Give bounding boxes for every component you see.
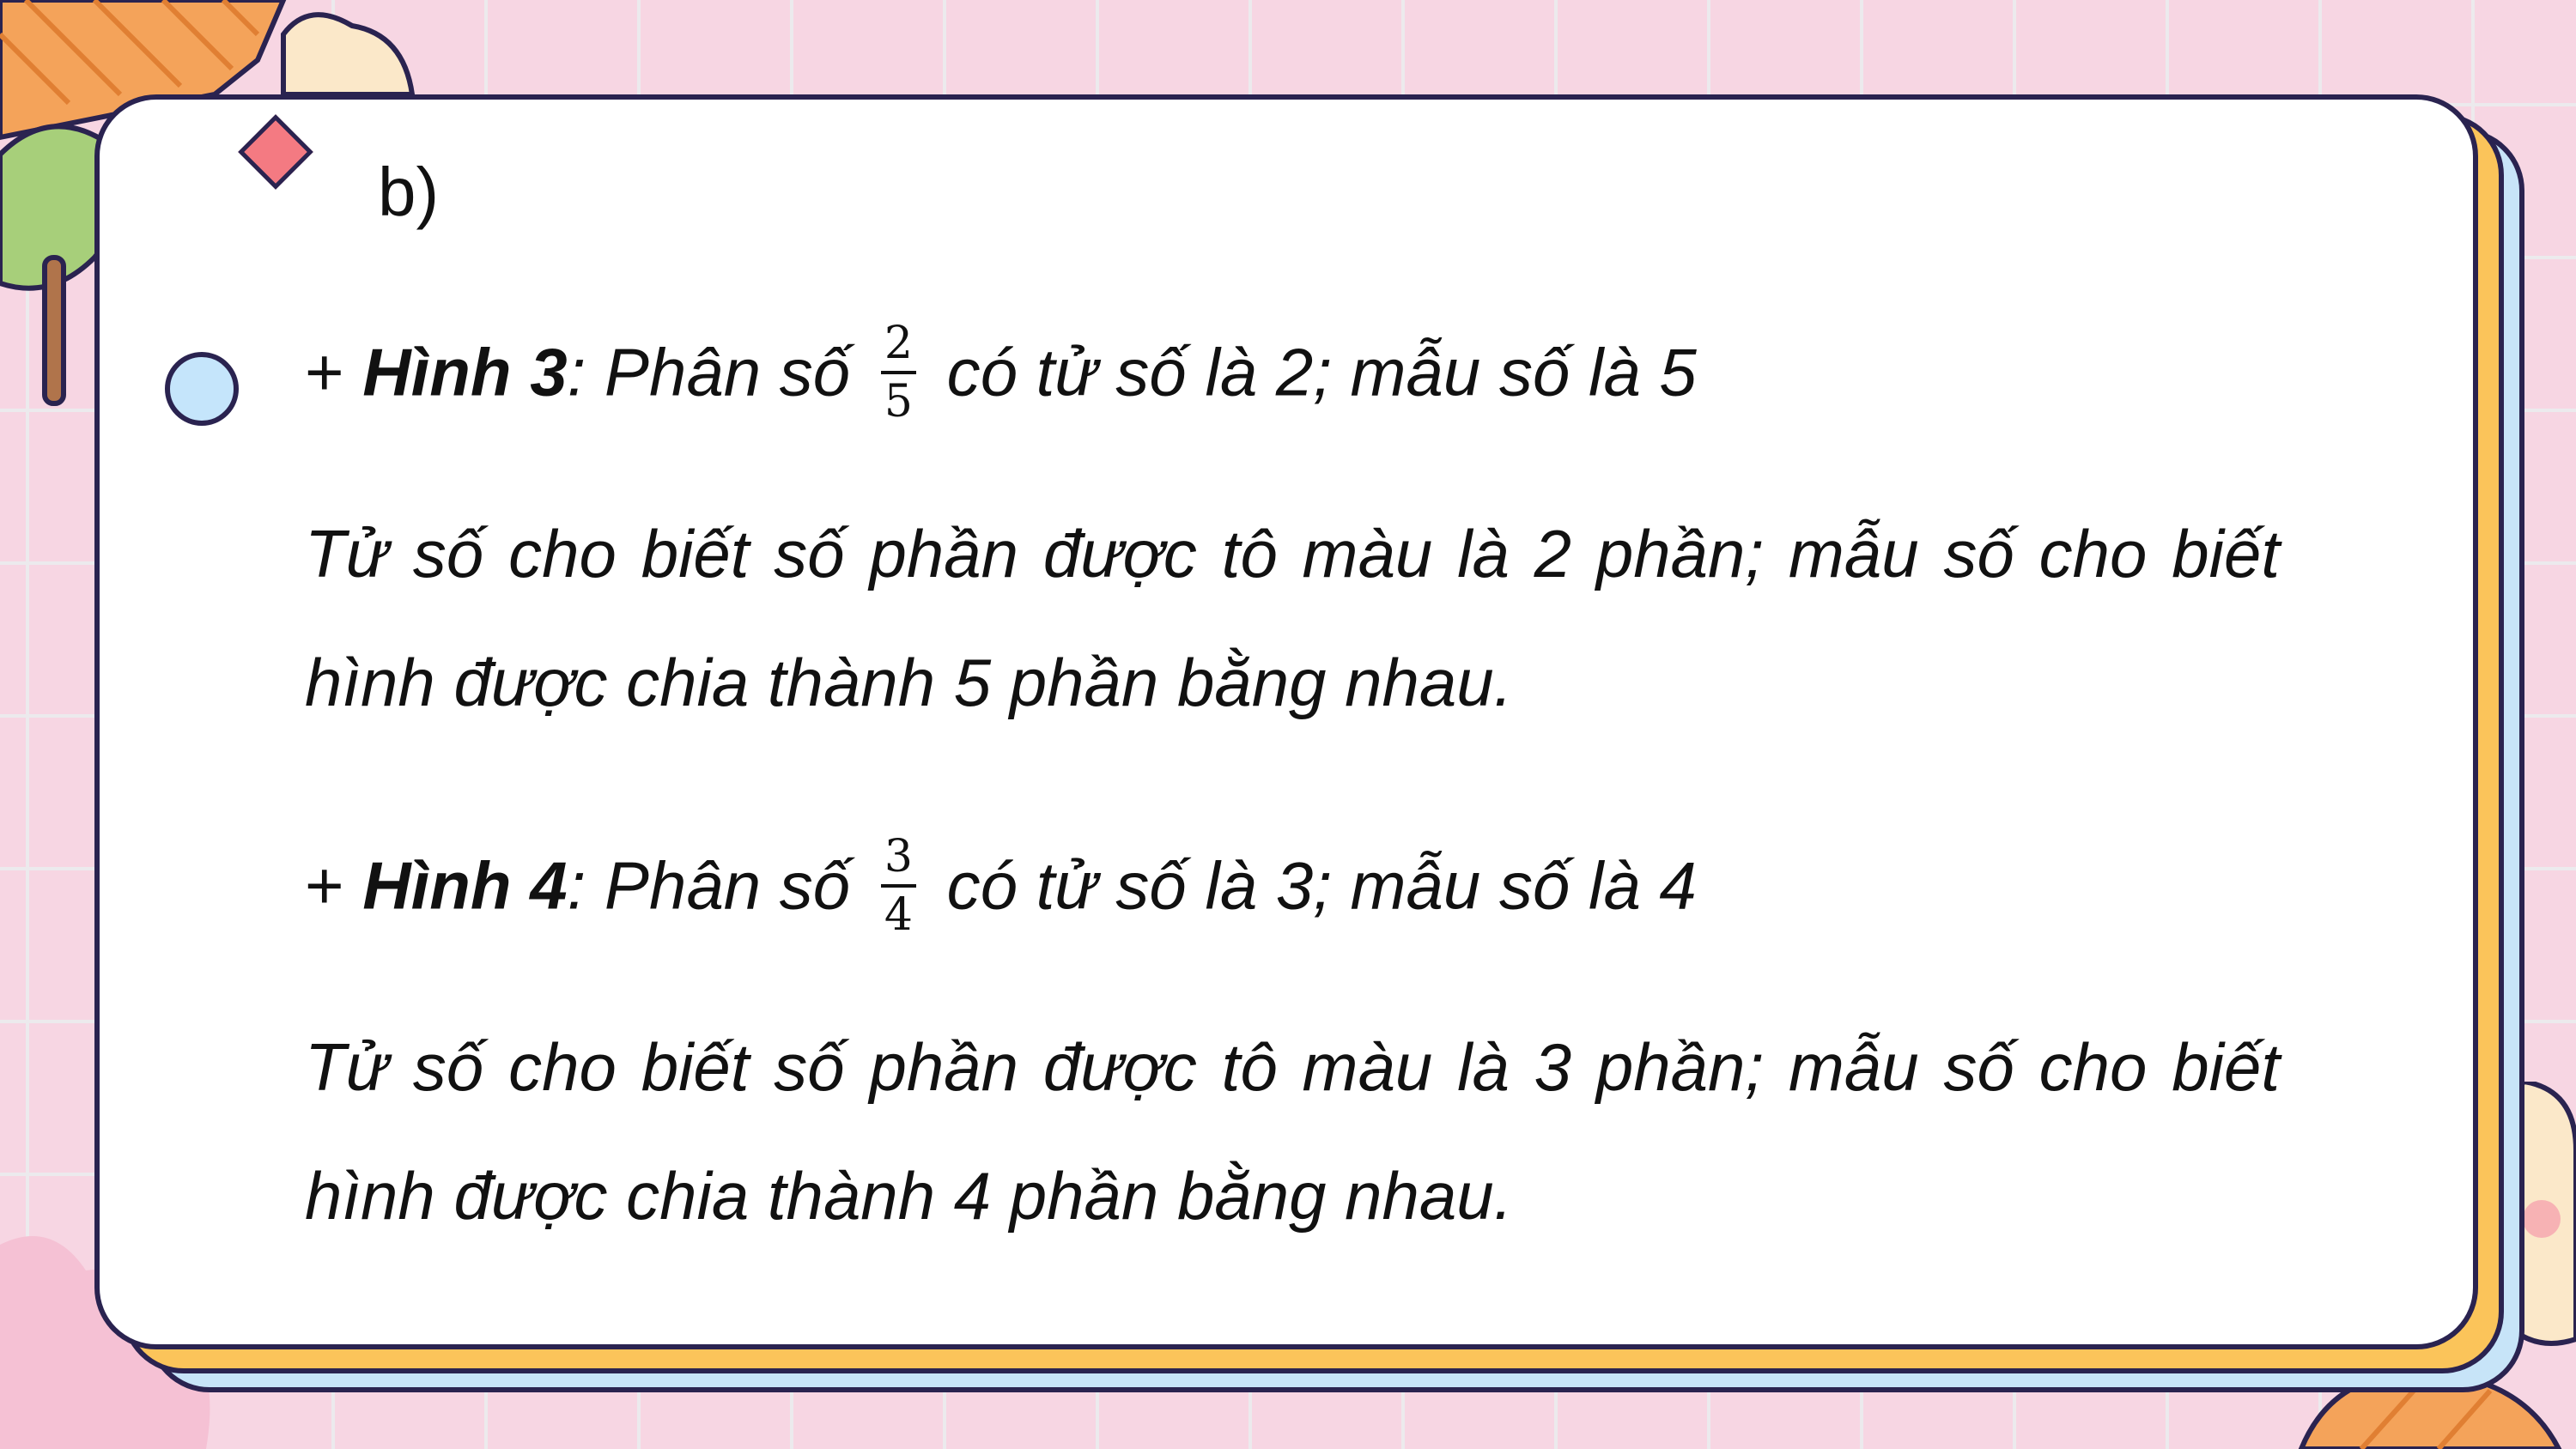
figure-3-name: Hình 3 — [362, 334, 568, 410]
figure-4-line — [305, 831, 1697, 943]
figure-3-explanation: Tử số cho biết số phần được tô màu là 2 phần; mẫu số cho biết hình được chia thành 5 phần bằng nhau. — [305, 516, 2280, 720]
figure-3-lead: : Phân số — [567, 334, 851, 410]
figure-4-lead: : Phân số — [567, 847, 851, 924]
section-label: b) — [378, 154, 440, 230]
figure-4-tail: có tử số là 3; mẫu số là 4 — [946, 847, 1697, 924]
fraction-denominator: 5 — [884, 376, 913, 427]
fraction-2-5 — [881, 318, 916, 427]
figure-3-line — [305, 318, 1697, 429]
figure-4-name: Hình 4 — [362, 847, 568, 924]
plus-marker: + — [305, 847, 363, 924]
fraction-3-4 — [881, 831, 916, 941]
plus-marker: + — [305, 334, 363, 410]
circle-icon — [165, 352, 239, 426]
fraction-denominator: 4 — [884, 889, 913, 941]
fraction-numerator: 2 — [884, 318, 913, 369]
figure-4-explanation: Tử số cho biết số phần được tô màu là 3 phần; mẫu số cho biết hình được chia thành 4 phần bằng nhau. — [305, 1029, 2280, 1234]
figure-3-tail: có tử số là 2; mẫu số là 5 — [946, 334, 1697, 410]
fraction-numerator: 3 — [884, 831, 913, 882]
